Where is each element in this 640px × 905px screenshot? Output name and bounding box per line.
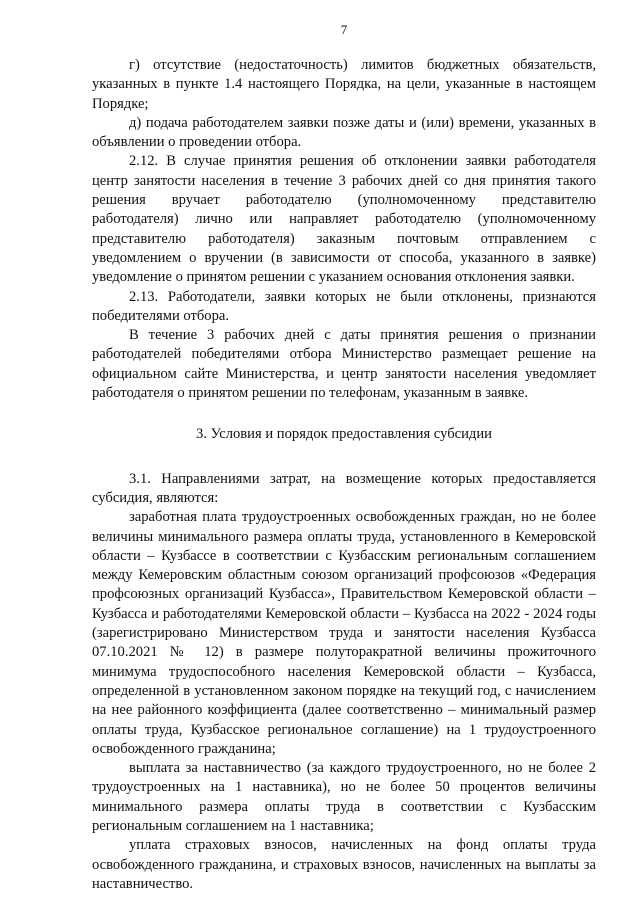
paragraph-2-13: 2.13. Работодатели, заявки которых не были отклонены, признаются победителями отбора.: [92, 288, 596, 324]
paragraph-notification: В течение 3 рабочих дней с даты принятия решения о признании работодателей победителями отбора Министерство размещает решение на официальном сайте Министерства, и центр занятости населения уведомляет работодателя о принятом решении по телефонам, указанным в заявке.: [92, 327, 596, 402]
paragraph-2-12: 2.12. В случае принятия решения об отклонении заявки работодателя центр занятости населения в течение 3 рабочих дней со дня принятия такого решения вручает работодателю (уполномоченному представителю работодателя) лично или направляет работодателю (уполномоченному представителю работодателя) заказным почтовым отправлением с уведомлением о вручении (в зависимости от способа, указанного в заявке) уведомление о принятом решении с указанием основания отклонения заявки.: [92, 153, 596, 286]
paragraph-insurance: уплата страховых взносов, начисленных на фонд оплаты труда освобожденного гражданина, и страховых взносов, начисленных на выплаты за наставничество.: [92, 837, 596, 892]
page-number: 7: [340, 22, 348, 37]
paragraph-salary: заработная плата трудоустроенных освобожденных граждан, но не более величины минимального размера оплаты труда, установленного в Кемеровской области – Кузбассе в соответствии с Кузбасским региональным соглашением между Кемеровским областным союзом организаций профсоюзов «Федерация профсоюзных организаций Кузбасса», Правительством Кемеровской области – Кузбасса и работодателями Кемеровской области – Кузбасса на 2022 - 2024 годы (зарегистрировано Министерством труда и занятости населения Кузбасса 07.10.2021 № 12) в размере полуторакратной величины прожиточного минимума трудоспособного населения Кемеровской области – Кузбасса, определенной в установленном законом порядке на текущий год, с начислением на нее районного коэффициента (далее соответственно – минимальный размер оплаты труда, Кузбасское региональное соглашение) на 1 трудоустроенного освобожденного гражданина;: [92, 509, 596, 757]
paragraph-item-d: д) подача работодателем заявки позже даты и (или) времени, указанных в объявлении о проведении отбора.: [92, 114, 596, 151]
section-heading: 3. Условия и порядок предоставления субсидии: [196, 426, 492, 443]
paragraph-mentorship: выплата за наставничество (за каждого трудоустроенного, но не более 2 трудоустроенных на 1 наставника), но не более 50 процентов величины минимального размера оплаты труда в соответствии с Кузбасским региональным соглашением на 1 наставника;: [92, 760, 596, 834]
paragraph-item-g: г) отсутствие (недостаточность) лимитов бюджетных обязательств, указанных в пункте 1.4 настоящего Порядка, на цели, указанные в настоящем Порядке;: [92, 57, 596, 112]
paragraph-3-1: 3.1. Направлениями затрат, на возмещение которых предоставляется субсидия, являются:: [92, 470, 596, 506]
